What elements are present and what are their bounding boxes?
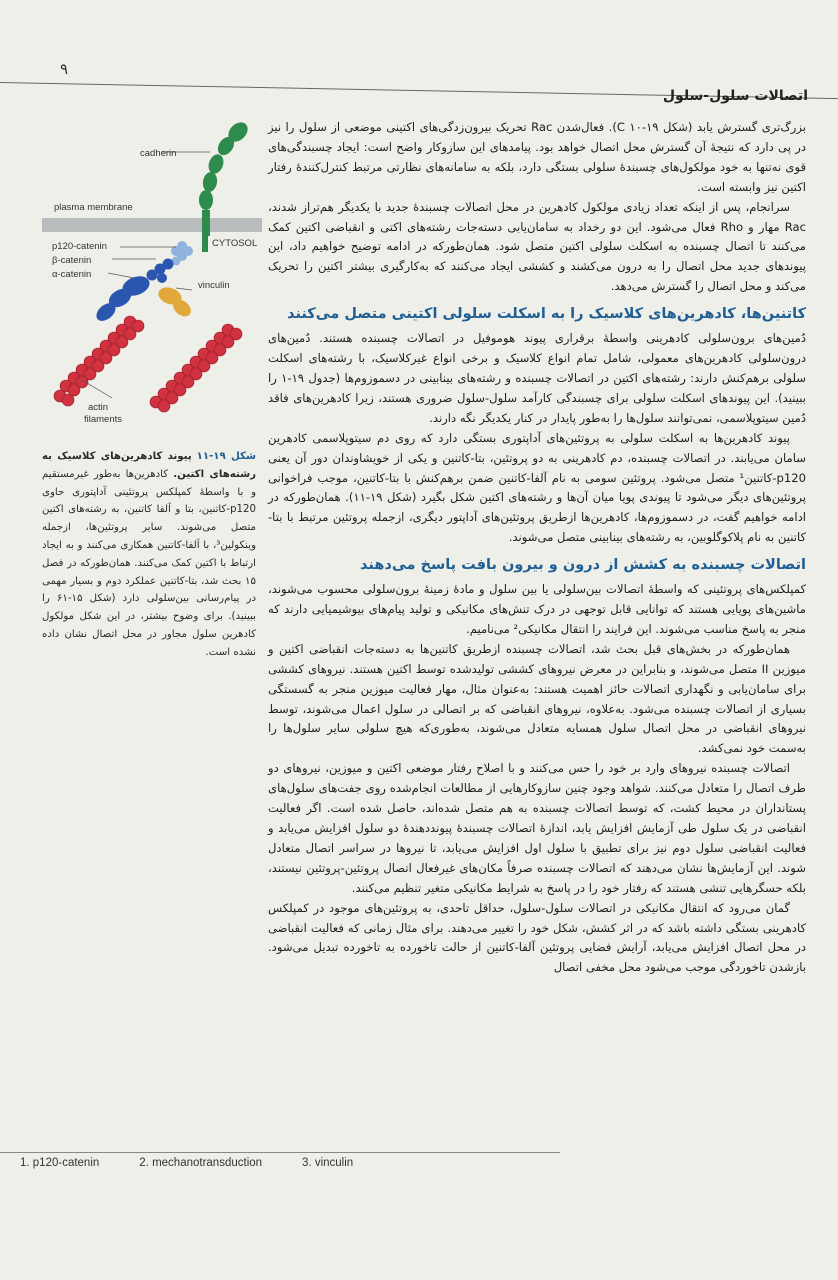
paragraph: همان‌طورکه در بخش‌های قبل بحث شد، اتصالات چسبنده ازطریق کاتنین‌ها به دسته‌جات انقباضی اکتین و میوزین II متصل می‌شوند، و بنابراین در معرض نیروهای کششی تولیدشده توسط اکتین هستند. نیروهای کششی برای سامان‌یابی و نگهداری اتصالات حائز اهمیت هستند: به‌عنوان مثال، مهار فعالیت میوزین منجر به گسستگی بسیاری از اتصالات چسبنده می‌شود. به‌علاوه، نیروهای انقباضی که بر اتصالی در سلول اعمال می‌شوند، توسط نیروهای انقباضی در محل اتصال سلول همسایه متعادل می‌شوند، به‌طوری‌که هیچ سلولی سایر سلول‌ها را به‌سمت خود نمی‌کشد. (268, 641, 806, 756)
paragraph: سرانجام، پس از اینکه تعداد زیادی مولکول کادهرین در محل اتصالات چسبندهٔ جدید با یکدیگر هم‌تراز شدند، Rac مهار و Rho فعال می‌شود. این دو رخداد به سامان‌یابی دسته‌جات رشته‌های اکتی و انقباضی اکتین کمک می‌کنند تا اتصال چسبنده به اسکلت سلولی اکتین متصل شود. همان‌طورکه در ادامه توضیح خواهیم داد، این پیوندهای جدید محل اتصال را به درون می‌کشند و کششی ایجاد می‌کنند که به‌کارگیری بیشتر اکتین را تحریک می‌کند و محل اتصال را گسترش می‌دهد. (268, 199, 806, 294)
paragraph: دُمین‌های برون‌سلولی کادهرینی واسطهٔ برقراری پیوند هوموفیل در اتصالات چسبنده هستند. دُمین‌های درون‌سلولی کادهرین‌های معمولی، شامل تمام انواع کلاسیک و برخی انواع غیرکلاسیک، با رشته‌های اسکلت سلولی برهم‌کنش دارند: رشته‌های اکتین در اتصالات چسبنده و رشته‌های بینابینی در دسموزوم‌ها (جدول ۱۹-۱ را ببینید). این پیوندهای اسکلت سلولی برای چسبندگی کارآمد سلول-سلول ضروری هستند، زیرا کادهرین‌های فاقد دُمین سیتوپلاسمی، نمی‌توانند سلول‌ها را به‌طور پایدار در کنار یکدیگر نگه دارند. (268, 331, 806, 425)
footnote-2: 2. mechanotransduction (139, 1157, 263, 1169)
label-p120-catenin: p120-catenin (52, 241, 107, 252)
paragraph: پیوند کادهرین‌ها به اسکلت سلولی به پروتئین‌های آداپتوری بستگی دارد که روی دم سیتوپلاسمی کادهرین سامان می‌یابند. در اتصالات چسبنده، دم کادهرینی به دو پروتئین، بتا-کاتنین و یکی از خویشاوندان دور آن یعنی p120-کاتنین¹ متصل می‌شود. پروتئین سومی به نام آلفا-کاتنین ضمن برهم‌کنش با بتا-کاتنین، موجب فراخوانی پروتئین‌های دیگر می‌شود تا پیوندی پویا میان آن‌ها و رشته‌های اکتین شکل بگیرد (شکل ۱۹-۱۱). همان‌طورکه در ادامه خواهیم گفت، در دسموزوم‌ها، کادهرین‌ها ازطریق پروتئین‌های آداپتور دیگری، ازجمله پروتئین مرتبط با بتا-کاتنین به نام پلاکوگلوبین، به رشته‌های بینابینی متصل می‌شوند. (268, 430, 806, 545)
actin-filament-left (54, 316, 144, 406)
label-beta-catenin: β-catenin (52, 255, 92, 266)
actin-filament-right (150, 324, 242, 412)
alpha-catenin-molecule (93, 273, 152, 325)
section-heading: کاتنین‌ها، کادهرین‌های کلاسیک را به اسکلت سلولی اکتینی متصل می‌کنند (287, 306, 806, 323)
caption-body: کادهرین‌ها به‌طور غیرمستقیم و با واسطهٔ کمپلکس پروتئینی آداپتوری حاوی p120-کاتنین، بتا و آلفا کاتنین، به رشته‌های اکتین متصل می‌شوند. سایر پروتئین‌ها، ازجمله وینکولین³، با آلفا-کاتنین همکاری می‌کنند و به ایجاد ارتباط با اکتین کمک می‌کنند. همان‌طورکه در فصل ۱۵ بحث شد، بتا-کاتنین عملکرد دوم و بسیار مهمی در پیام‌رسانی بین‌سلولی دارد (شکل ۱۵-۶۱ را ببینید). برای وضوح بیشتر، در این شکل مولکول کادهرین سلول مجاور در محل اتصال نشان داده نشده است. (42, 468, 256, 658)
label-cadherin: cadherin (140, 148, 177, 159)
plasma-membrane-band (42, 218, 262, 232)
label-alpha-catenin: α-catenin (52, 269, 92, 280)
footnote-rule (0, 1152, 560, 1153)
paragraph: بزرگ‌تری گسترش یابد (شکل ۱۹-۱۰ C). فعال‌شدن Rac تحریک بیرون‌زدگی‌های اکتینی موضعی از سلول را نیز در پی دارد که نتیجهٔ آن گسترش محل اتصال خواهد بود. پیامدهای این سازوکار واضح است: ایجاد چسبندگی‌های قوی نه‌تنها به خود مولکول‌های چسبندهٔ سلولی بستگی دارد، بلکه به سامانه‌های نظارتی مرتبط کنترل‌کنندهٔ رفتار اکتین نیز وابسته است. (268, 120, 806, 194)
page-number: ۹ (60, 60, 69, 78)
section-heading: اتصالات چسبنده به کشش از درون و بیرون بافت پاسخ می‌دهند (360, 557, 806, 574)
footnote-1: 1. p120-catenin (20, 1157, 100, 1169)
caption-number: شکل ۱۹-۱۱ (196, 451, 256, 462)
label-plasma-membrane: plasma membrane (54, 202, 133, 213)
p120-catenin-molecule (171, 241, 193, 266)
running-header: اتصالات سلول-سلول (662, 88, 808, 104)
figure-caption (42, 448, 256, 662)
main-text-column (268, 118, 806, 978)
figure-cadherin-actin (42, 118, 262, 428)
beta-catenin-molecule (147, 259, 174, 284)
label-vinculin: vinculin (198, 280, 230, 291)
caption-title: پیوند کادهرین‌های کلاسیک به رشته‌های اکتین. (42, 451, 256, 480)
label-cytosol: CYTOSOL (212, 238, 258, 249)
paragraph: گمان می‌رود که انتقال مکانیکی در اتصالات سلول-سلول، حداقل تاحدی، به پروتئین‌های موجود در کمپلکس کادهرینی بستگی داشته باشد که در اثر کشش، شکل خود را تغییر می‌دهند. برای مثال زمانی که فعالیت انقباضی در محل اتصال افزایش می‌یابد، آرایش فضایی پروتئین آلفا-کاتنین از حالت تاخورده به تاخورده تبدیل می‌شود. بازشدن تاخوردگی موجب می‌شود محل مخفی اتصال (268, 900, 806, 975)
label-actin: actin (88, 402, 109, 413)
footnote-3: 3. vinculin (302, 1157, 354, 1169)
paragraph: کمپلکس‌های پروتئینی که واسطهٔ اتصالات بین‌سلولی یا بین سلول و مادهٔ زمینهٔ برون‌سلولی محسوب می‌شوند، ماشین‌های پویایی هستند که توانایی قابل توجهی در درک تنش‌های مکانیکی و تولید پیام‌های بیوشیمیایی دارند که منجر به پاسخ مناسب می‌شوند. این فرایند را انتقال مکانیکی² می‌نامیم. (268, 582, 806, 636)
footnotes (20, 1157, 353, 1169)
paragraph: اتصالات چسبنده نیروهای وارد بر خود را حس می‌کنند و با اصلاح رفتار موضعی اکتین و میوزین، نیروهای دو طرف اتصال را متعادل می‌کنند. شواهد وجود چنین سازوکارهایی از مطالعات انجام‌شده روی جفت‌های سلول‌های پستانداران در محیط کشت، که توسط اتصالات چسبنده به هم متصل شده‌اند، حاصل شده است. اگر فعالیت انقباضی در یک سلول طی آزمایش افزایش یابد، اندازهٔ اتصالات چسبندهٔ پیونددهندهٔ دو سلول افزایش می‌یابد و فعالیت انقباضی سلول دوم نیز برای تطبیق با سلول اول افزایش می‌یابد، تا نیروها در سراسر اتصال متعادل شوند. این آزمایش‌ها نشان می‌دهند که اتصالات چسبنده صرفاً مکان‌های غیرفعال اتصال پروتئین-پروتئین نیستند، بلکه حسگرهایی تنشی هستند که رفتار خود را در پاسخ به شرایط مکانیکی متغیر تنظیم می‌کنند. (268, 761, 806, 895)
label-filaments: filaments (84, 414, 123, 425)
